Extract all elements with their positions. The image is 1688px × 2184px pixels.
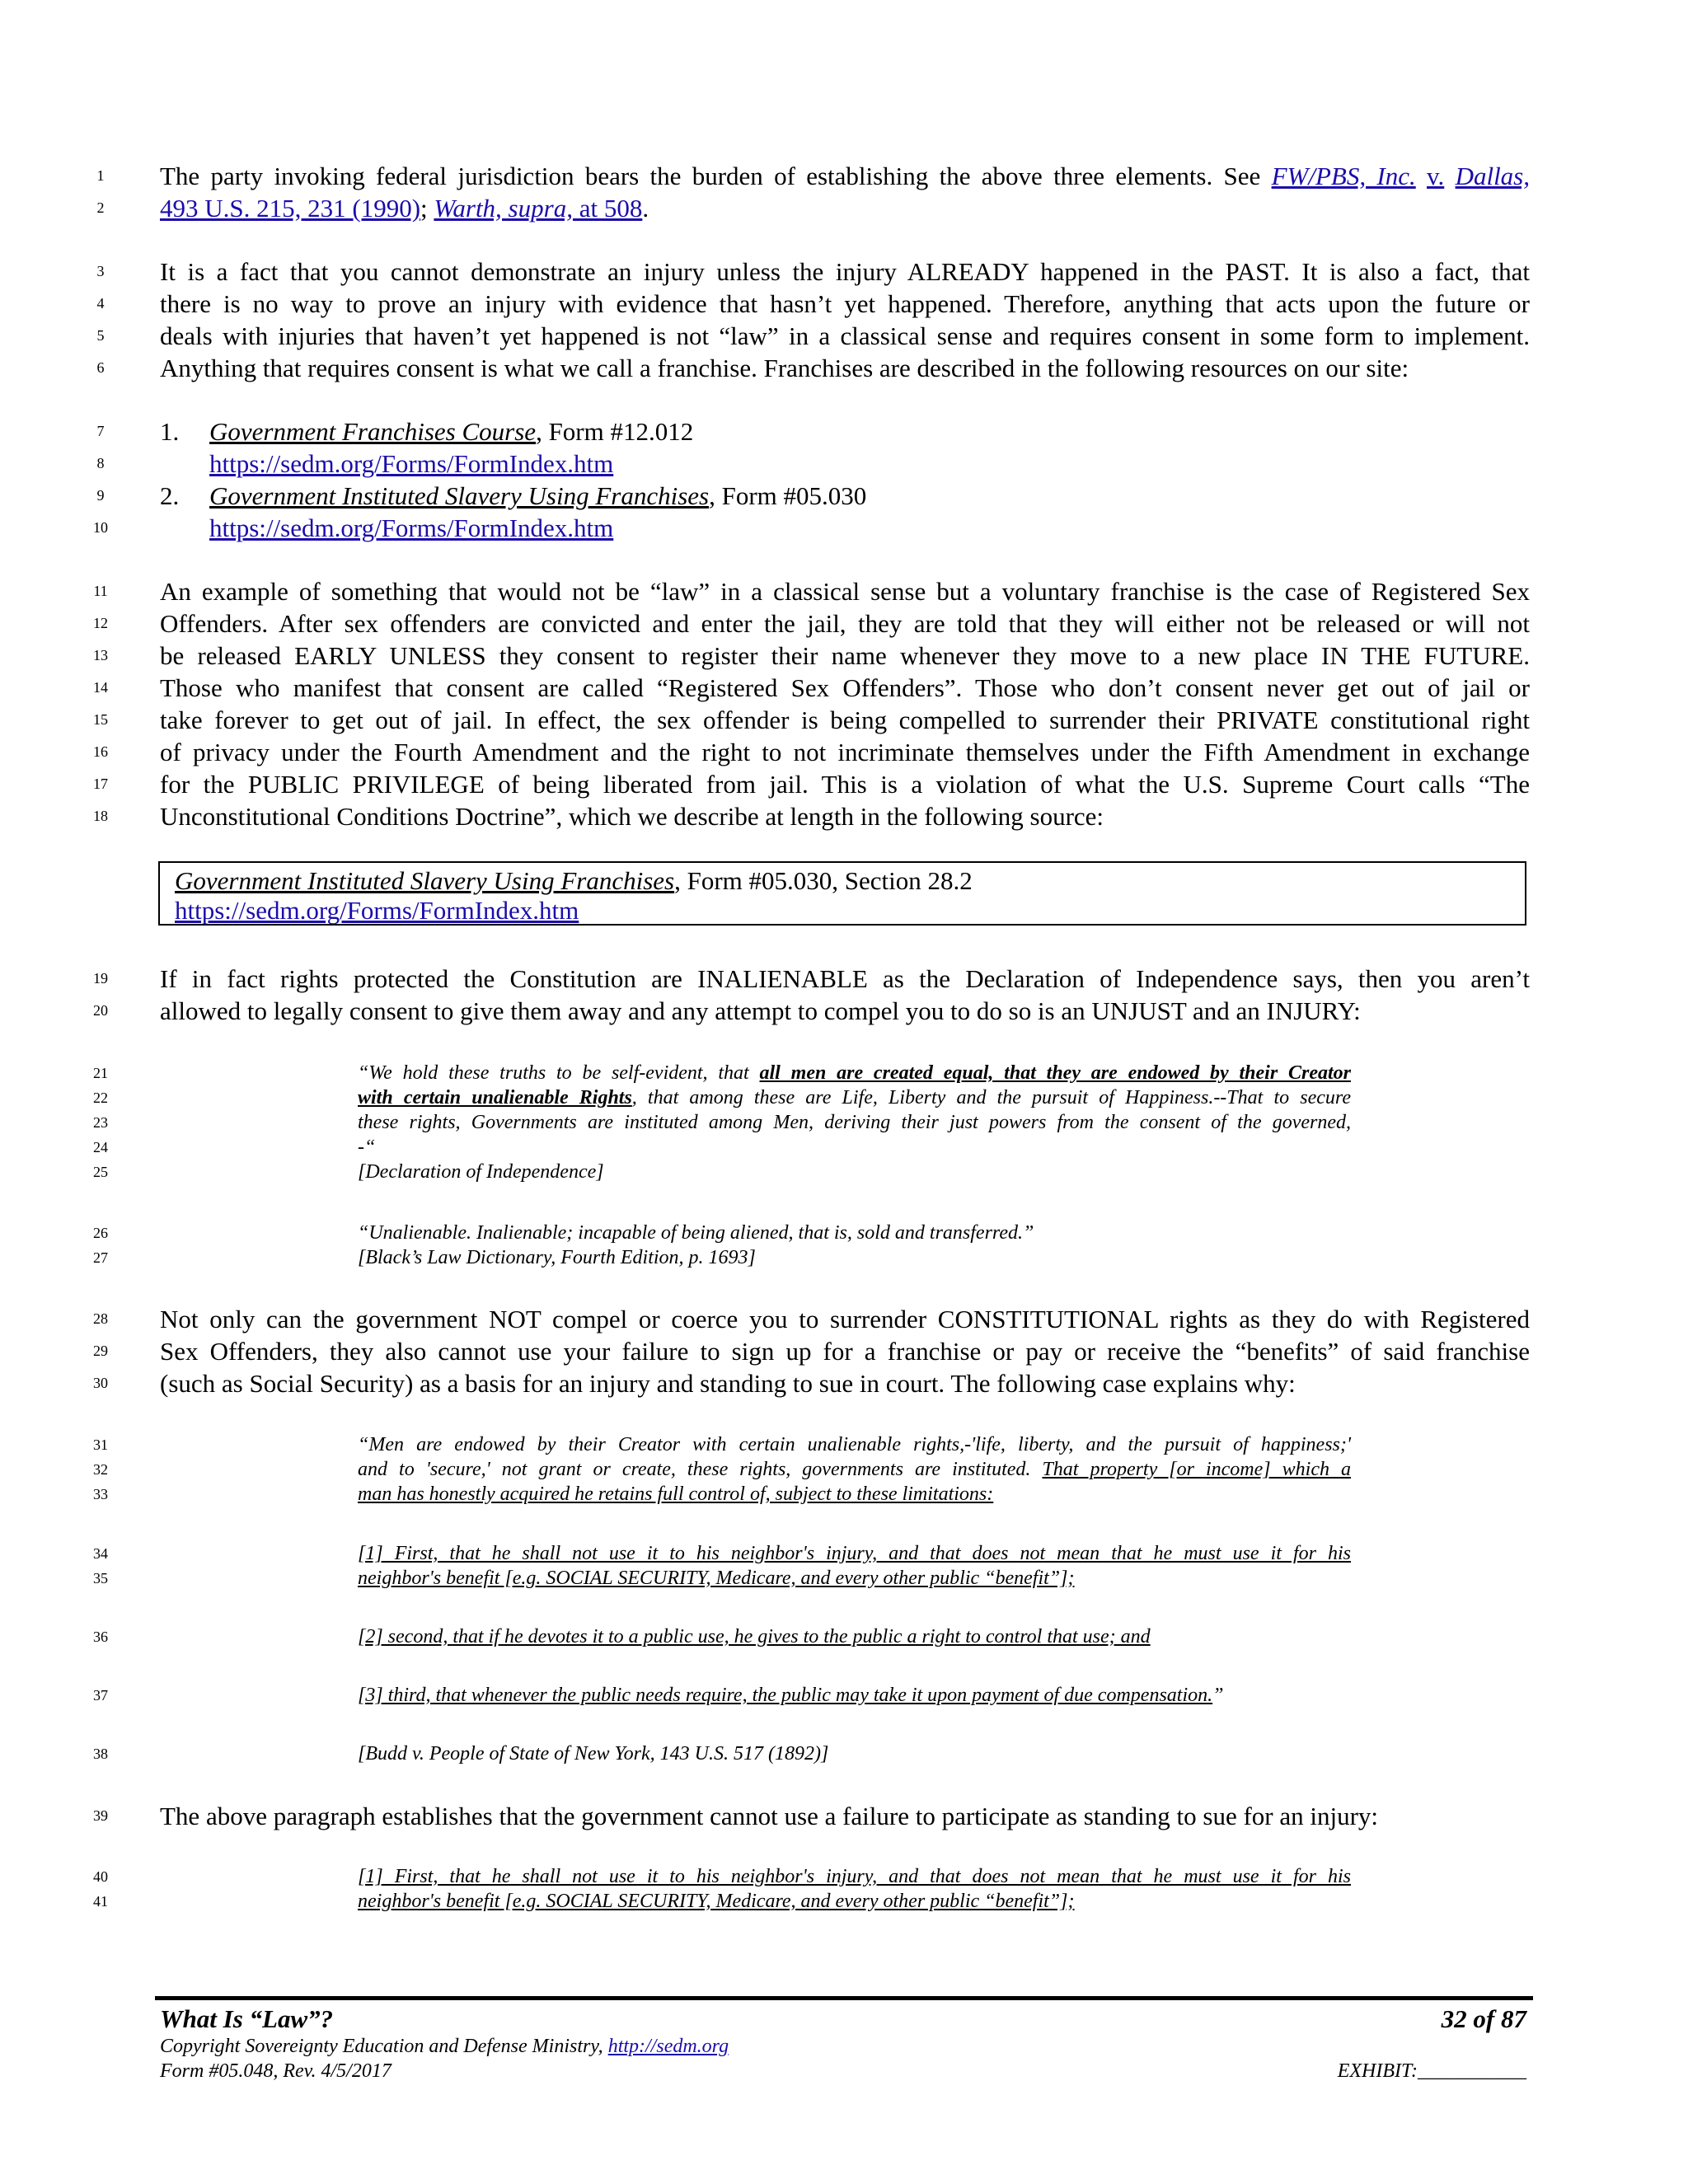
line-number: 31 [93, 1436, 108, 1453]
line-number: 5 [96, 327, 105, 344]
list-item: 2. Government Instituted Slavery Using Franchises, Form #05.030 [160, 481, 867, 510]
declaration-quote: “We hold these truths to be self-evident, that all men are created equal, that they are endowed by their Creator with certain unalienable Rights, that among these are Life, Liberty and the pursuit of Happiness.--That to secure these rights, Governments are instituted among Men, deriving their just powers from the consent of the governed, -“ [Declaration of Independence] [358, 1062, 1352, 1183]
form-index-link[interactable]: https://sedm.org/Forms/FormIndex.htm [175, 896, 579, 925]
dictionary-quote: “Unalienable. Inalienable; incapable of being aliened, that is, sold and transferred.” [Black’s Law Dictionary, Fourth Edition, p. 1693] [358, 1222, 1034, 1268]
line-number: 32 [93, 1461, 108, 1478]
paragraph-2: It is a fact that you cannot demonstrate an injury unless the injury ALREADY happened in the PAST. It is also a fact, that there is no way to prove an injury with evidence that hasn’t yet happened. Therefore, anything that acts upon the future or deals with injuries that haven’t yet happened is not “law” in a classical sense and requires consent in some form to implement. Anything that requires consent is what we call a franchise. Franchises are described in the following resources on our site: [160, 257, 1530, 382]
line-number: 1 [96, 167, 105, 184]
repeated-quote-item-1: [1] First, that he shall not use it to his neighbor's injury, and that does not mean that he must use it for his neighbor's benefit [e.g. SOCIAL SECURITY, Medicare, and every other public “benefit”]; [358, 1866, 1351, 1912]
line-number: 19 [93, 970, 108, 987]
footer-copyright: Copyright Sovereignty Education and Defense Ministry, http://sedm.org [160, 2036, 729, 2057]
line-number: 33 [93, 1486, 108, 1502]
line-numbers [86, 1432, 115, 1507]
line-number: 21 [93, 1065, 108, 1081]
line-number: 34 [93, 1545, 108, 1562]
line-number: 10 [93, 519, 108, 536]
line-number: 22 [93, 1090, 108, 1106]
page-number: 32 of 87 [1441, 2004, 1526, 2033]
budd-quote: “Men are endowed by their Creator with certain unalienable rights,-'life, liberty, and the pursuit of happiness;' and to 'secure,' not grant or create, these rights, governments are instituted. That property [or income] which a man has honestly acquired he retains full control of, subject to these limitations: [358, 1434, 1351, 1505]
line-numbers [86, 255, 115, 384]
line-number: 4 [96, 295, 105, 312]
case-link-dallas[interactable]: Dallas, [1455, 162, 1530, 190]
paragraph-4: If in fact rights protected the Constitution are INALIENABLE as the Declaration of Independence says, then you aren’t allowed to legally consent to give them away and any attempt to compel you to do so is an UNJUST and an INJURY: [160, 964, 1530, 1025]
line-number: 38 [93, 1746, 108, 1762]
line-number: 17 [93, 776, 108, 792]
sedm-link[interactable]: http://sedm.org [607, 2036, 729, 2057]
line-numbers [86, 1864, 115, 1914]
list-item: 1. Government Franchises Course, Form #12.012 [160, 417, 694, 446]
line-numbers [86, 1741, 115, 1766]
line-number: 28 [93, 1310, 108, 1327]
footer-form-number: Form #05.048, Rev. 4/5/2017 [160, 2060, 392, 2082]
line-number: 2 [96, 199, 105, 216]
line-number: 27 [93, 1249, 108, 1266]
line-number: 41 [93, 1893, 108, 1910]
case-link-fwpbs[interactable]: FW/PBS, Inc. [1271, 162, 1416, 190]
line-numbers [86, 1624, 115, 1649]
line-number: 8 [96, 455, 105, 471]
reference-box: Government Instituted Slavery Using Franchises, Form #05.030, Section 28.2 https://sedm.org/Forms/FormIndex.htm [158, 861, 1526, 926]
line-number: 23 [93, 1114, 108, 1131]
warth-link[interactable]: Warth, supra, [434, 194, 573, 223]
paragraph-1: The party invoking federal jurisdiction bears the burden of establishing the above three elements. See FW/PBS, Inc. v. Dallas, 493 U.S. 215, 231 (1990); Warth, supra, at 508. [160, 162, 1530, 223]
line-number: 12 [93, 615, 108, 631]
line-number: 36 [93, 1629, 108, 1645]
form-index-link[interactable]: https://sedm.org/Forms/FormIndex.htm [209, 513, 614, 542]
line-number: 20 [93, 1002, 108, 1019]
line-number: 11 [93, 583, 108, 599]
footer-exhibit: EXHIBIT:___________ [1337, 2060, 1526, 2082]
paragraph-3: An example of something that would not be “law” in a classical sense but a voluntary franchise is the case of Registered Sex Offenders. After sex offenders are convicted and enter the jail, they are told that they will either not be released or will not be released EARLY UNLESS they consent to register their name whenever they move to a new place IN THE FUTURE. Those who manifest that consent are called “Registered Sex Offenders”. Those who don’t consent never get out of jail or take forever to get out of jail. In effect, the sex offender is being compelled to surrender their PRIVATE constitutional right of privacy under the Fourth Amendment and the right to not incriminate themselves under the Fifth Amendment in exchange for the PUBLIC PRIVILEGE of being liberated from jail. This is a violation of what the U.S. Supreme Court calls “The Unconstitutional Conditions Doctrine”, which we describe at length in the following source: [160, 577, 1530, 831]
line-number: 39 [93, 1807, 108, 1824]
line-number: 25 [93, 1164, 108, 1180]
resource-list [160, 415, 1530, 544]
budd-quote-item-1: [1] First, that he shall not use it to his neighbor's injury, and that does not mean that he must use it for his neighbor's benefit [e.g. SOCIAL SECURITY, Medicare, and every other public “benefit”]; [358, 1543, 1351, 1589]
form-index-link[interactable]: https://sedm.org/Forms/FormIndex.htm [209, 449, 614, 478]
line-numbers [86, 1683, 115, 1708]
line-numbers [86, 1061, 115, 1184]
line-number: 40 [93, 1868, 108, 1885]
line-number: 9 [96, 487, 105, 504]
line-number: 3 [96, 263, 105, 279]
footer-doc-title: What Is “Law”? [160, 2004, 334, 2033]
line-number: 37 [93, 1687, 108, 1704]
line-number: 26 [93, 1225, 108, 1241]
line-number: 35 [93, 1570, 108, 1586]
warth-at-link[interactable]: at 508 [572, 194, 643, 223]
line-numbers [86, 963, 115, 1027]
line-number: 18 [93, 808, 108, 824]
line-number: 6 [96, 359, 105, 376]
line-number: 15 [93, 711, 108, 728]
paragraph-6: The above paragraph establishes that the government cannot use a failure to participate as standing to sue for an injury: [160, 1802, 1379, 1830]
line-numbers [86, 1303, 115, 1399]
line-number: 30 [93, 1375, 108, 1391]
case-link-v[interactable]: v. [1427, 162, 1445, 190]
line-number: 13 [93, 647, 108, 663]
line-number: 14 [93, 679, 108, 696]
budd-citation: [Budd v. People of State of New York, 143 U.S. 517 (1892)] [358, 1743, 829, 1765]
line-number: 7 [96, 423, 105, 439]
line-number: 16 [93, 743, 108, 760]
line-numbers [86, 160, 115, 224]
line-number: 29 [93, 1343, 108, 1359]
footer-divider [155, 1996, 1533, 2000]
budd-quote-item-3: [3] third, that whenever the public needs require, the public may take it upon payment of due compensation.” [358, 1685, 1224, 1706]
text: The party invoking federal jurisdiction bears the burden of establishing the above three elements. See [160, 162, 1272, 190]
budd-quote-item-2: [2] second, that if he devotes it to a public use, he gives to the public a right to control that use; and [358, 1626, 1151, 1647]
line-numbers [86, 575, 115, 832]
case-cite-link[interactable]: 493 U.S. 215, 231 (1990) [160, 194, 421, 223]
line-numbers [86, 1541, 115, 1591]
line-numbers [86, 1221, 115, 1270]
line-numbers [86, 1800, 115, 1832]
line-number: 24 [93, 1139, 108, 1155]
line-numbers [86, 415, 115, 544]
paragraph-5: Not only can the government NOT compel or coerce you to surrender CONSTITUTIONAL rights as they do with Registered Sex Offenders, they also cannot use your failure to sign up for a franchise or pay or receive the “benefits” of said franchise (such as Social Security) as a basis for an injury and standing to sue in court. The following case explains why: [160, 1305, 1530, 1398]
